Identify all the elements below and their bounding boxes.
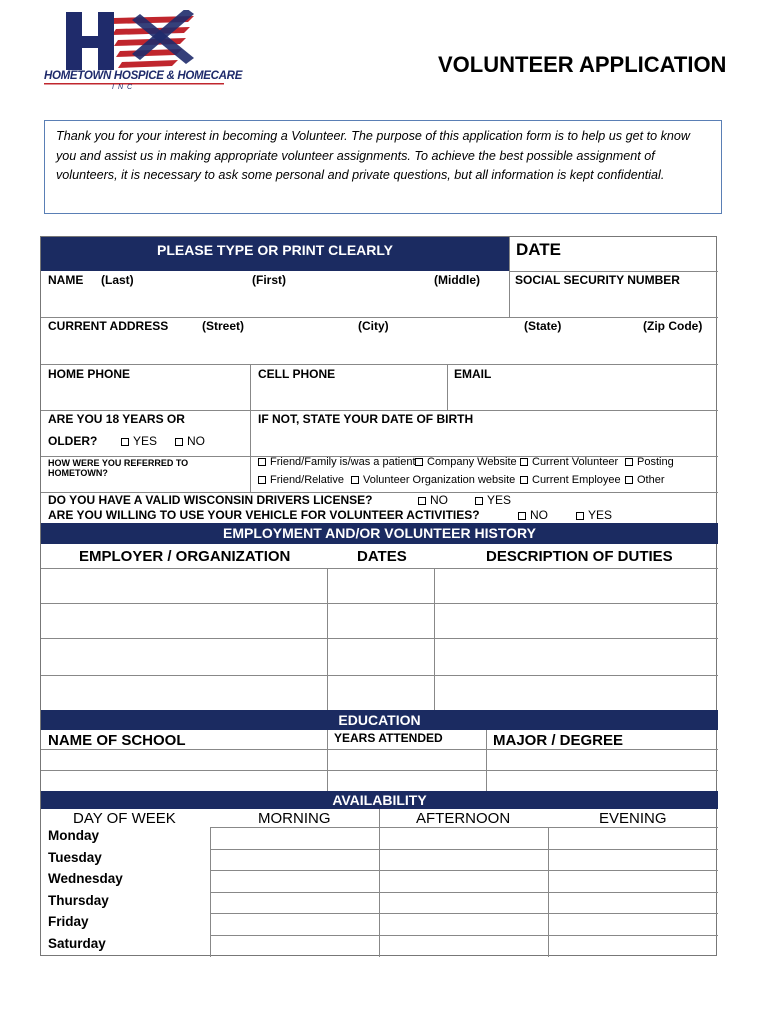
referral-option-label: Other bbox=[637, 474, 665, 486]
name-label: NAME bbox=[48, 273, 84, 287]
home-phone-label[interactable]: HOME PHONE bbox=[48, 367, 131, 381]
referral-friend-relative-checkbox[interactable] bbox=[258, 474, 344, 486]
col-school-name: NAME OF SCHOOL bbox=[48, 732, 186, 749]
day-tuesday: Tuesday bbox=[48, 850, 102, 865]
col-employer: EMPLOYER / ORGANIZATION bbox=[79, 548, 291, 565]
referral-option-label: Current Volunteer bbox=[532, 456, 619, 468]
age-yes-checkbox[interactable] bbox=[121, 434, 157, 448]
age-no-checkbox[interactable] bbox=[175, 434, 205, 448]
license-question: DO YOU HAVE A VALID WISCONSIN DRIVERS LICENSE? bbox=[48, 493, 373, 507]
referral-volunteer-org-checkbox[interactable] bbox=[351, 474, 515, 486]
referral-option-label: Company Website bbox=[427, 456, 517, 468]
zip-label[interactable]: (Zip Code) bbox=[643, 319, 703, 333]
day-saturday: Saturday bbox=[48, 936, 106, 951]
education-row[interactable] bbox=[41, 771, 718, 791]
page-title: VOLUNTEER APPLICATION bbox=[438, 52, 727, 77]
referral-current-volunteer-checkbox[interactable] bbox=[520, 456, 618, 468]
referral-posting-checkbox[interactable] bbox=[625, 456, 674, 468]
vehicle-yes-label: YES bbox=[588, 508, 613, 522]
cell-phone-label[interactable]: CELL PHONE bbox=[258, 367, 336, 381]
first-name-label[interactable]: (First) bbox=[252, 273, 286, 287]
col-evening: EVENING bbox=[599, 810, 667, 827]
intro-text: Thank you for your interest in becoming a Volunteer. The purpose of this application form is to help us get to know you and assist us in making appropriate volunteer assignments. To achieve the best possible assignment of volunteers, it is necessary to ask some personal and private questions, but all information is kept confidential. bbox=[56, 129, 690, 183]
referral-option-label: Friend/Relative bbox=[270, 474, 344, 486]
banner-print-clearly: PLEASE TYPE OR PRINT CLEARLY bbox=[41, 237, 509, 271]
day-thursday: Thursday bbox=[48, 893, 109, 908]
banner-employment: EMPLOYMENT AND/OR VOLUNTEER HISTORY bbox=[41, 523, 718, 544]
vehicle-yes-checkbox[interactable] bbox=[576, 508, 612, 522]
col-morning: MORNING bbox=[258, 810, 331, 827]
day-friday: Friday bbox=[48, 914, 89, 929]
state-label[interactable]: (State) bbox=[524, 319, 562, 333]
age-yes-label: YES bbox=[133, 434, 158, 448]
license-yes-checkbox[interactable] bbox=[475, 493, 511, 507]
intro-box bbox=[44, 120, 722, 214]
street-label[interactable]: (Street) bbox=[202, 319, 245, 333]
education-row[interactable] bbox=[41, 750, 718, 770]
employment-row[interactable] bbox=[41, 604, 718, 638]
day-wednesday: Wednesday bbox=[48, 871, 123, 886]
banner-education: EDUCATION bbox=[41, 710, 718, 730]
vehicle-question: ARE YOU WILLING TO USE YOUR VEHICLE FOR VOLUNTEER ACTIVITIES? bbox=[48, 508, 480, 522]
last-name-label[interactable]: (Last) bbox=[101, 273, 134, 287]
license-yes-label: YES bbox=[487, 493, 512, 507]
col-duties: DESCRIPTION OF DUTIES bbox=[486, 548, 673, 565]
vehicle-no-label: NO bbox=[530, 508, 548, 522]
col-major-degree: MAJOR / DEGREE bbox=[493, 732, 624, 749]
birth-date-label[interactable]: IF NOT, STATE YOUR DATE OF BIRTH bbox=[258, 412, 474, 426]
logo-stripes bbox=[110, 10, 194, 68]
license-no-label: NO bbox=[430, 493, 448, 507]
referral-option-label: Volunteer Organization website bbox=[363, 474, 516, 486]
application-form bbox=[40, 236, 717, 956]
referral-option-label: Friend/Family is/was a patient bbox=[270, 456, 416, 468]
referral-option-label: Current Employee bbox=[532, 474, 621, 486]
employment-row[interactable] bbox=[41, 569, 718, 603]
age-no-label: NO bbox=[187, 434, 205, 448]
day-monday: Monday bbox=[48, 828, 100, 843]
logo-company-name: HOMETOWN HOSPICE & HOMECARE bbox=[44, 70, 243, 82]
address-label: CURRENT ADDRESS bbox=[48, 319, 169, 333]
age-question-cont: OLDER? bbox=[48, 434, 98, 448]
logo-inc: INC bbox=[112, 84, 137, 91]
referral-current-employee-checkbox[interactable] bbox=[520, 474, 621, 486]
col-years-attended: YEARS ATTENDED bbox=[334, 731, 443, 745]
vehicle-no-checkbox[interactable] bbox=[518, 508, 548, 522]
referral-friend-family-checkbox[interactable] bbox=[258, 456, 416, 468]
logo-letter-h bbox=[66, 12, 114, 70]
date-label: DATE bbox=[516, 240, 562, 259]
col-dates: DATES bbox=[357, 548, 407, 565]
col-afternoon: AFTERNOON bbox=[416, 810, 511, 827]
referral-option-label: Posting bbox=[637, 456, 674, 468]
age-question: ARE YOU 18 YEARS OR bbox=[48, 412, 185, 426]
email-label[interactable]: EMAIL bbox=[454, 367, 492, 381]
ssn-label[interactable]: SOCIAL SECURITY NUMBER bbox=[515, 273, 680, 287]
referral-question: HOW WERE YOU REFERRED TO bbox=[48, 458, 189, 468]
license-no-checkbox[interactable] bbox=[418, 493, 448, 507]
middle-name-label[interactable]: (Middle) bbox=[434, 273, 480, 287]
col-day-of-week: DAY OF WEEK bbox=[73, 810, 176, 827]
referral-question-cont: HOMETOWN? bbox=[48, 468, 108, 478]
referral-other-checkbox[interactable] bbox=[625, 474, 665, 486]
employment-row[interactable] bbox=[41, 676, 718, 710]
city-label[interactable]: (City) bbox=[358, 319, 389, 333]
referral-company-website-checkbox[interactable] bbox=[415, 456, 517, 468]
banner-availability: AVAILABILITY bbox=[41, 791, 718, 809]
employment-row[interactable] bbox=[41, 639, 718, 675]
